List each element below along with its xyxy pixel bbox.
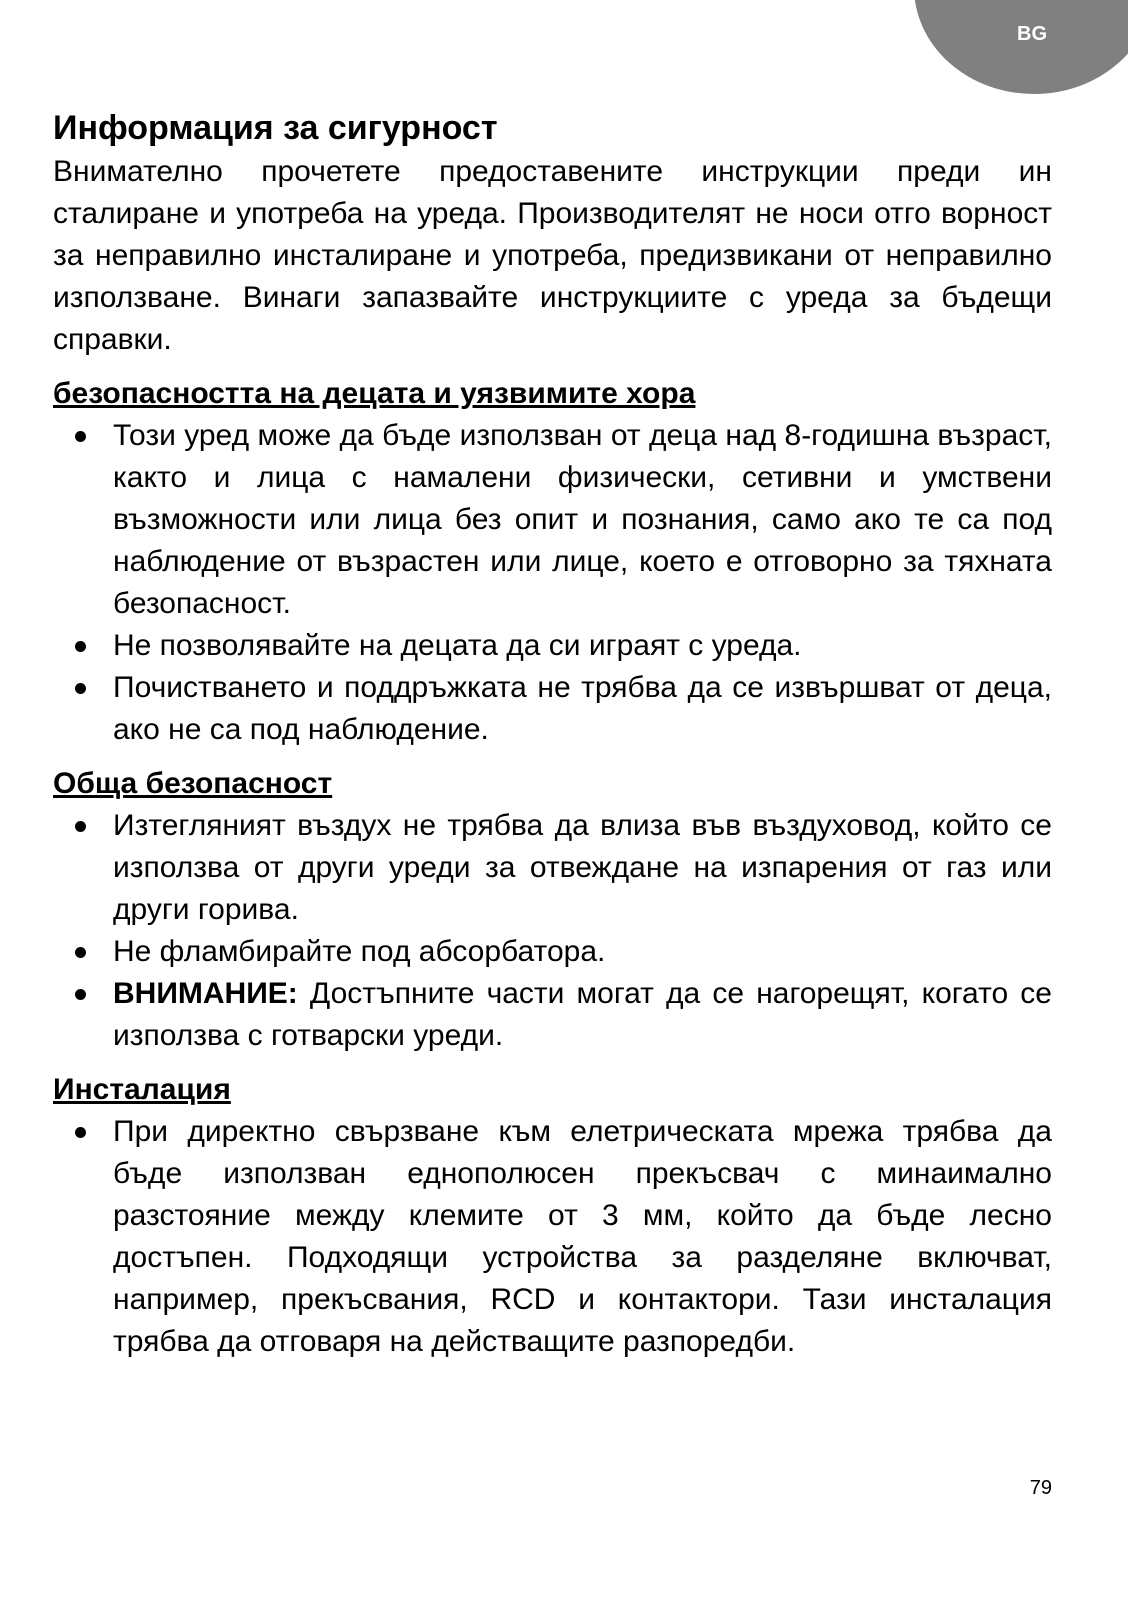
language-tab — [914, 0, 1128, 94]
warning-label: ВНИМАНИЕ: — [113, 977, 298, 1010]
list-item-text: Достъпните части могат да се нагорещят, когато се използва с готварски уреди. — [113, 977, 1052, 1052]
section-heading: безопасността на децата и уязвимите хора — [53, 377, 696, 410]
list-item: При директно свързване към елетрическата мрежа трябва да бъде използван еднополюсен прекъсвач с минаимално разстояние между клемите от 3 мм, който да бъде лесно достъпен. Подходящи устройства за разделяне включват, например, прекъсвания, RCD и контактори. Тази инсталация трябва да отговаря на действащите разпоредби. — [53, 1111, 1052, 1363]
list-item — [53, 973, 1052, 1057]
list-item: Почистването и поддръжката не трябва да се извършват от деца, ако не са под наблюдение. — [53, 667, 1052, 751]
intro-paragraph: Внимателно прочетете предоставените инструкции преди ин сталиране и употреба на уреда. Производителят не носи отго ворност за неправилно инсталиране и употреба, предизвикани от неправилно използване. Винаги запазвайте инструкциите с уреда за бъдещи справки. — [53, 155, 1052, 356]
page-number: 79 — [1029, 1477, 1052, 1499]
list-item: Не позволявайте на децата да си играят с уреда. — [53, 625, 1052, 667]
section-heading: Обща безопасност — [53, 767, 333, 800]
section-installation — [53, 1069, 1052, 1363]
section-child-safety — [53, 373, 1052, 751]
bullet-list — [53, 805, 1052, 1057]
language-tab-label: BG — [1017, 23, 1047, 45]
section-heading: Инсталация — [53, 1073, 231, 1106]
page-title: Информация за сигурност — [53, 109, 498, 147]
list-item: Не фламбирайте под абсорбатора. — [53, 931, 1052, 973]
bullet-list — [53, 1111, 1052, 1363]
section-general-safety — [53, 763, 1052, 1057]
document-body — [53, 105, 1052, 1363]
bullet-list — [53, 415, 1052, 751]
list-item: Този уред може да бъде използван от деца над 8-годишна възраст, както и лица с намалени физически, сетивни и умствени възможности или лица без опит и познания, само ако те са под наблюдение от възрастен или лице, което е отговорно за тяхната безопасност. — [53, 415, 1052, 625]
list-item: Изтегляният въздух не трябва да влиза във въздуховод, който се използва от други уреди за отвеждане на изпарения от газ или други горива. — [53, 805, 1052, 931]
